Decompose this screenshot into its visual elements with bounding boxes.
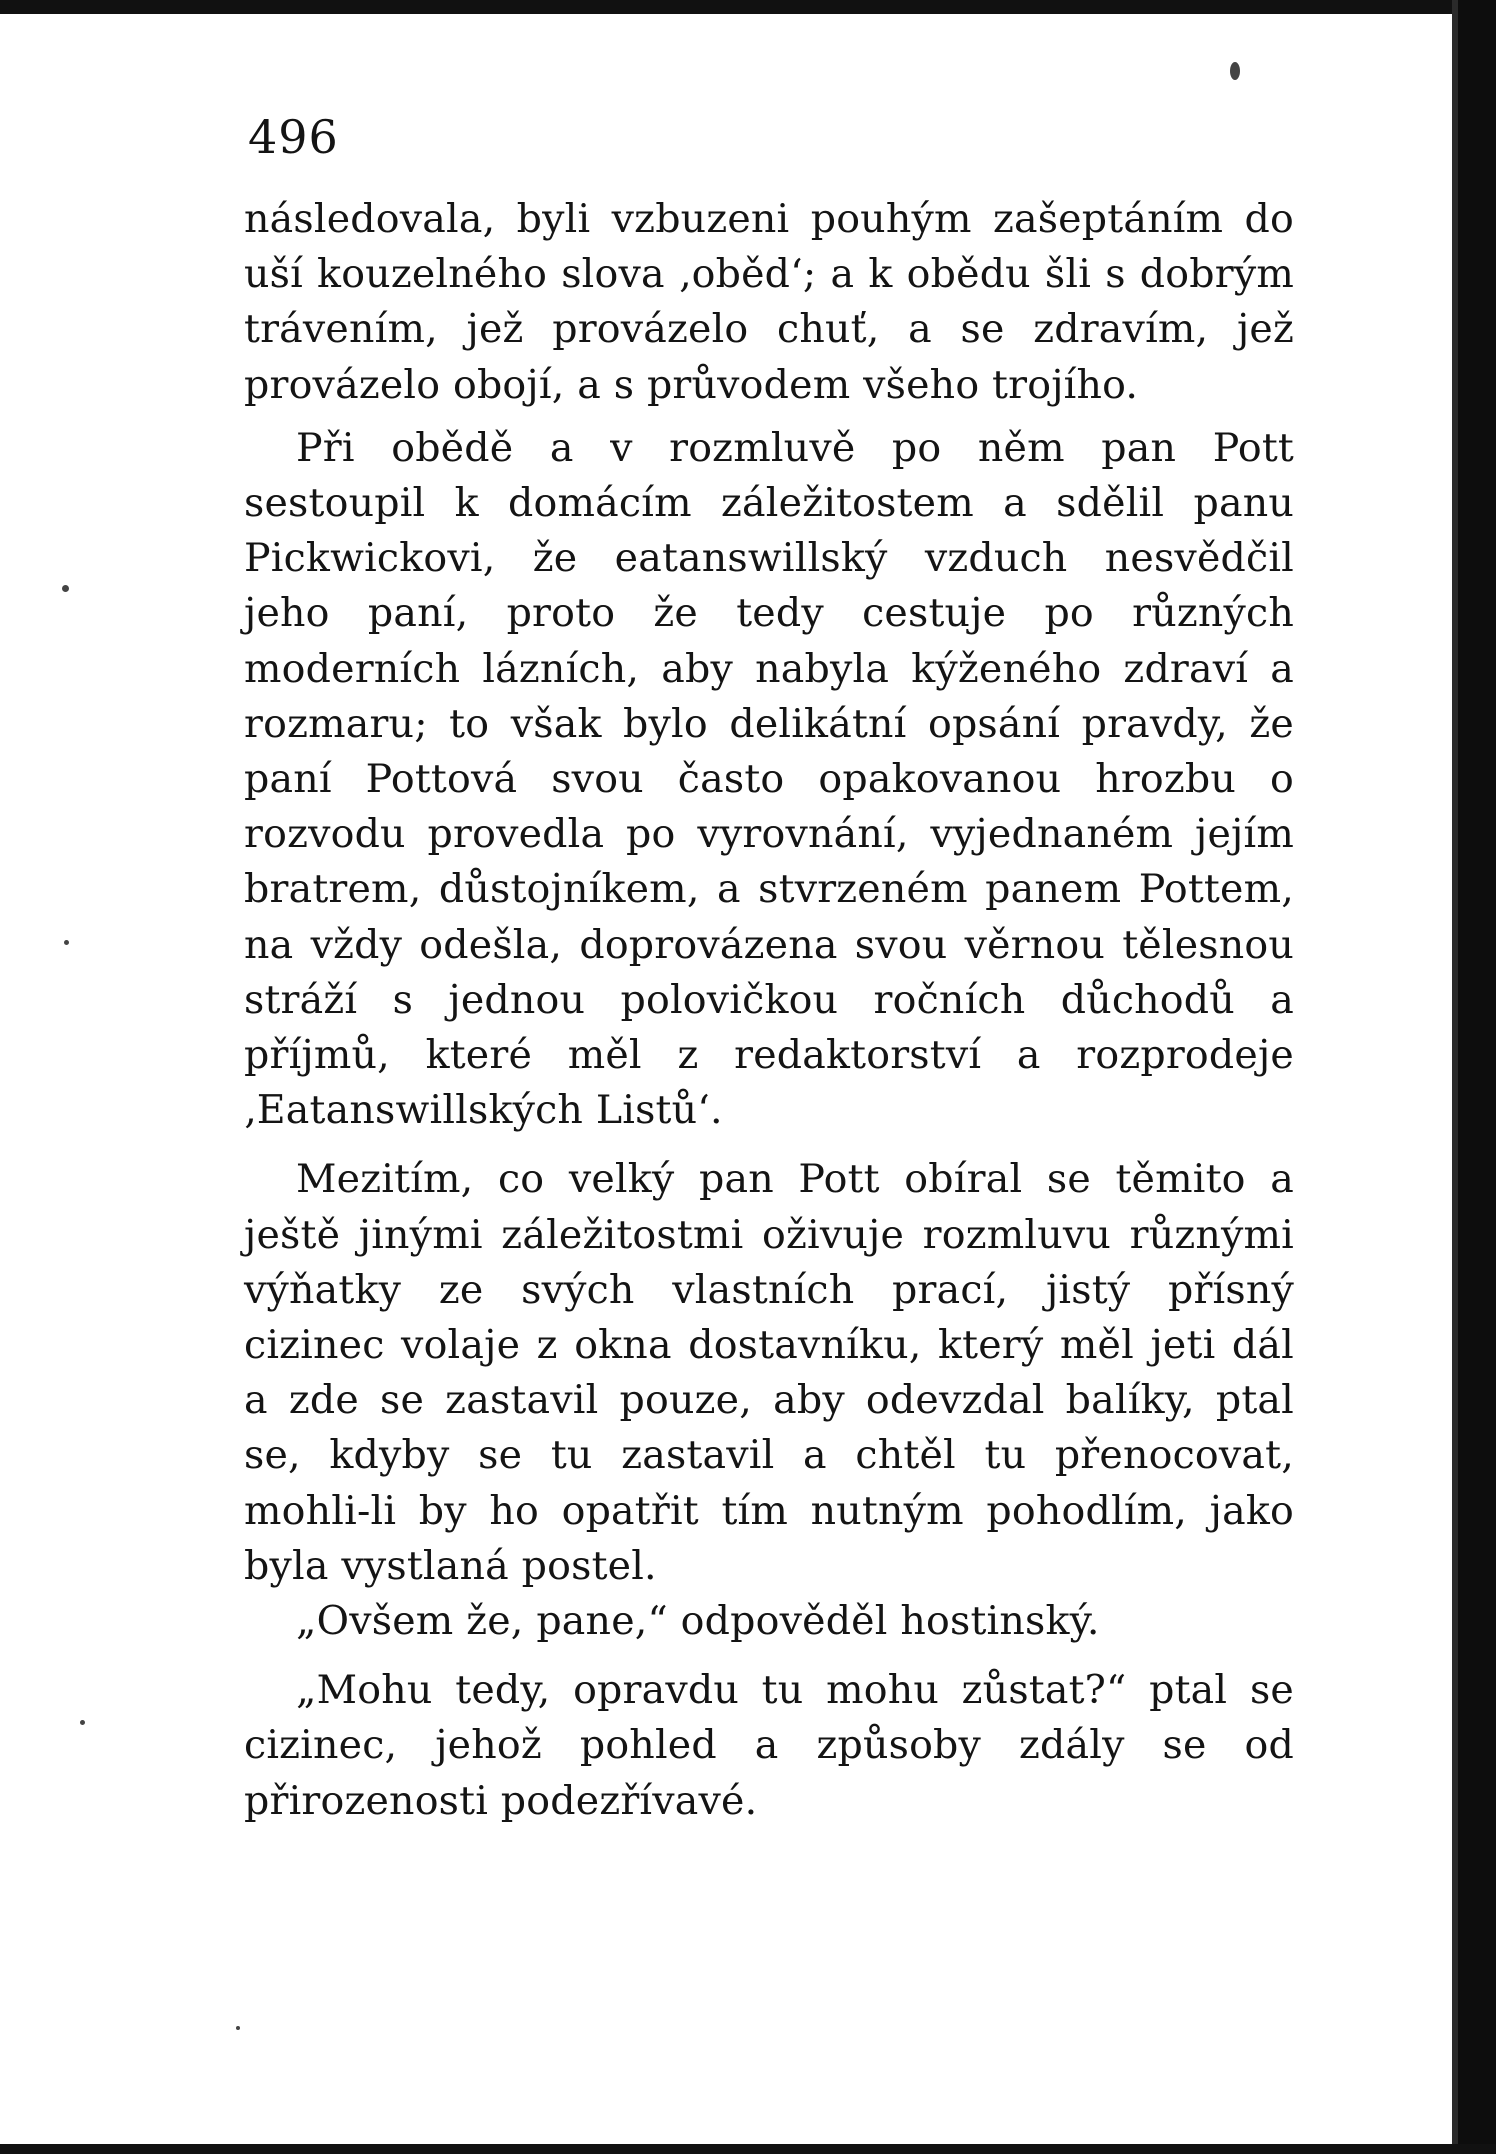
scan-border-bottom [0, 2144, 1496, 2154]
scan-border-right [1458, 0, 1496, 2154]
paragraph: „Mohu tedy, opravdu tu mohu zůstat?“ ptal se cizinec, jehož pohled a způsoby zdály se od přirozenosti podezřívavé. [244, 1667, 1294, 1824]
body-text [244, 192, 1294, 1829]
paragraph: Při obědě a v rozmluvě po něm pan Pott sestoupil k domácím záležitostem a sdělil panu Pickwickovi, že eatanswillský vzduch nesvědčil jeho paní, proto že tedy cestuje po různých moderních lázních, aby nabyla kýženého zdraví a rozmaru; to však bylo delikátní opsání pravdy, že paní Pottová svou často opakovanou hrozbu o rozvodu provedla po vyrovnání, vyjednaném jejím bratrem, důstojníkem, a stvrzeném panem Pottem, na vždy odešla, doprovázena svou věrnou tělesnou stráží s jednou polovičkou ročních důchodů a příjmů, které měl z redaktorství a rozprodeje ‚Eatanswillských Listů‘. [244, 424, 1294, 1134]
paragraph: „Ovšem že, pane,“ odpověděl hostinský. [296, 1598, 1100, 1645]
scan-speck [64, 940, 69, 945]
paragraph: Mezitím, co velký pan Pott obíral se těmito a ještě jinými záležitostmi oživuje rozmluvu různými výňatky ze svých vlastních prací, jistý přísný cizinec volaje z okna dostavníku, který měl jeti dál a zde se zastavil pouze, aby odevzdal balíky, ptal se, kdyby se tu zastavil a chtěl tu přenocovat, mohli-li by ho opatřit tím nutným pohodlím, jako byla vystlaná postel. [244, 1156, 1294, 1589]
scan-speck [62, 585, 69, 592]
scan-speck [236, 2026, 240, 2030]
paragraph: následovala, byli vzbuzeni pouhým zašeptáním do uší kouzelného slova ‚oběd‘; a k obědu šli s dobrým trávením, jež provázelo chuť, a se zdravím, jež provázelo obojí, a s průvodem všeho trojího. [244, 196, 1294, 408]
scan-speck [1230, 62, 1240, 80]
scan-speck [80, 1720, 85, 1725]
page-number: 496 [248, 110, 339, 164]
scan-border-top [0, 0, 1496, 14]
